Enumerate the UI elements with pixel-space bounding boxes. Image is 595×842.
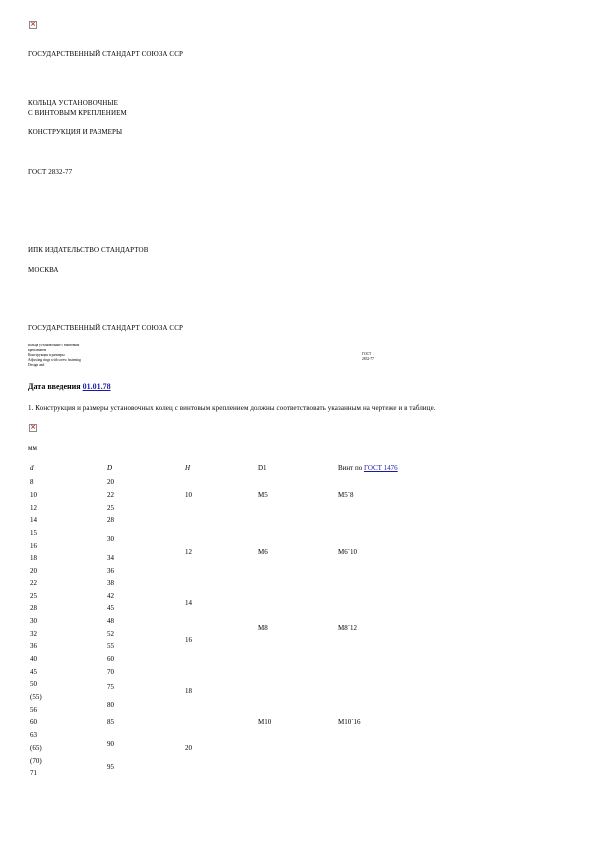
cell-d: 15 bbox=[30, 529, 37, 537]
cell-D: 20 bbox=[107, 478, 114, 486]
cell-d: 60 bbox=[30, 718, 37, 726]
cover-state-standard: ГОСУДАРСТВЕННЫЙ СТАНДАРТ СОЮЗА ССР bbox=[28, 50, 183, 58]
small-line: Design and bbox=[28, 363, 45, 367]
cell-D: 30 bbox=[107, 535, 114, 543]
cell-D: 38 bbox=[107, 579, 114, 587]
cell-d: 12 bbox=[30, 504, 37, 512]
cell-d: 56 bbox=[30, 706, 37, 714]
cell-d: 10 bbox=[30, 491, 37, 499]
clause-1: 1. Конструкция и размеры установочных колец с винтовым креплением должны соответствовать указанным на чертеже и в таблице. bbox=[28, 404, 436, 412]
cell-D: 60 bbox=[107, 655, 114, 663]
cell-D: 85 bbox=[107, 718, 114, 726]
cell-screw: M10´16 bbox=[338, 718, 361, 726]
col-header-screw bbox=[338, 464, 398, 472]
cell-D: 70 bbox=[107, 668, 114, 676]
cell-d: (70) bbox=[30, 757, 42, 765]
cover-subtitle: КОНСТРУКЦИЯ И РАЗМЕРЫ bbox=[28, 128, 123, 136]
cover-gost-code: ГОСТ 2832-77 bbox=[28, 168, 73, 176]
cell-d: 18 bbox=[30, 554, 37, 562]
cell-D1: M5 bbox=[258, 491, 268, 499]
cell-d: 22 bbox=[30, 579, 37, 587]
cell-D: 45 bbox=[107, 604, 114, 612]
small-line: Конструкция и размеры bbox=[28, 353, 65, 357]
cell-D: 52 bbox=[107, 630, 114, 638]
cell-H: 12 bbox=[185, 548, 192, 556]
cell-d: 71 bbox=[30, 769, 37, 777]
small-gost-label: ГОСТ bbox=[362, 352, 372, 356]
cell-d: 40 bbox=[30, 655, 37, 663]
cell-screw: M8´12 bbox=[338, 624, 358, 632]
cell-d: 50 bbox=[30, 680, 37, 688]
cell-D1: M10 bbox=[258, 718, 272, 726]
cell-D: 36 bbox=[107, 567, 114, 575]
cell-D: 48 bbox=[107, 617, 114, 625]
cover-title-line2: С ВИНТОВЫМ КРЕПЛЕНИЕМ bbox=[28, 109, 127, 117]
cell-screw: M6´10 bbox=[338, 548, 358, 556]
col-header-d: d bbox=[30, 464, 34, 472]
cell-d: 28 bbox=[30, 604, 37, 612]
small-line: Adjusting rings with screw fastening bbox=[28, 358, 81, 362]
date-value-link[interactable]: 01.01.78 bbox=[82, 382, 111, 391]
cell-H: 18 bbox=[185, 687, 192, 695]
cell-D1: M8 bbox=[258, 624, 268, 632]
cell-screw: M5´8 bbox=[338, 491, 354, 499]
col-header-H: H bbox=[185, 464, 191, 472]
cell-D: 25 bbox=[107, 504, 114, 512]
cell-D: 28 bbox=[107, 516, 114, 524]
cell-D: 95 bbox=[107, 763, 114, 771]
cell-H: 14 bbox=[185, 599, 192, 607]
cell-d: (65) bbox=[30, 744, 42, 752]
cell-H: 16 bbox=[185, 636, 192, 644]
cell-D: 75 bbox=[107, 683, 114, 691]
col-header-D1: D1 bbox=[258, 464, 267, 472]
cell-D: 90 bbox=[107, 740, 114, 748]
cell-d: 20 bbox=[30, 567, 37, 575]
cell-H: 10 bbox=[185, 491, 192, 499]
cell-d: 14 bbox=[30, 516, 37, 524]
cell-D: 42 bbox=[107, 592, 114, 600]
cover-publisher: ИПК ИЗДАТЕЛЬСТВО СТАНДАРТОВ bbox=[28, 246, 149, 254]
cell-D: 55 bbox=[107, 642, 114, 650]
cell-D: 34 bbox=[107, 554, 114, 562]
cell-d: (55) bbox=[30, 693, 42, 701]
cell-D: 22 bbox=[107, 491, 114, 499]
cover-city: МОСКВА bbox=[28, 266, 59, 274]
unit-label: мм bbox=[28, 444, 38, 452]
small-line: креплением bbox=[28, 348, 47, 352]
cell-d: 32 bbox=[30, 630, 37, 638]
small-gost-number: 2832-77 bbox=[362, 357, 374, 361]
col-header-D: D bbox=[107, 464, 113, 472]
cell-D1: M6 bbox=[258, 548, 268, 556]
small-line: кольца установочные с винтовым bbox=[28, 343, 80, 347]
cell-H: 20 bbox=[185, 744, 192, 752]
date-label: Дата введения bbox=[28, 382, 81, 391]
gost-1476-link[interactable]: ГОСТ 1476 bbox=[363, 464, 398, 472]
cell-d: 63 bbox=[30, 731, 37, 739]
cell-D: 80 bbox=[107, 701, 114, 709]
screw-prefix: Винт по bbox=[338, 464, 363, 472]
cell-d: 8 bbox=[30, 478, 34, 486]
cell-d: 36 bbox=[30, 642, 37, 650]
cell-d: 30 bbox=[30, 617, 37, 625]
cell-d: 25 bbox=[30, 592, 37, 600]
cover-title-line1: КОЛЬЦА УСТАНОВОЧНЫЕ bbox=[28, 99, 118, 107]
page-state-standard: ГОСУДАРСТВЕННЫЙ СТАНДАРТ СОЮЗА ССР bbox=[28, 324, 183, 332]
cell-d: 16 bbox=[30, 542, 37, 550]
cell-d: 45 bbox=[30, 668, 37, 676]
